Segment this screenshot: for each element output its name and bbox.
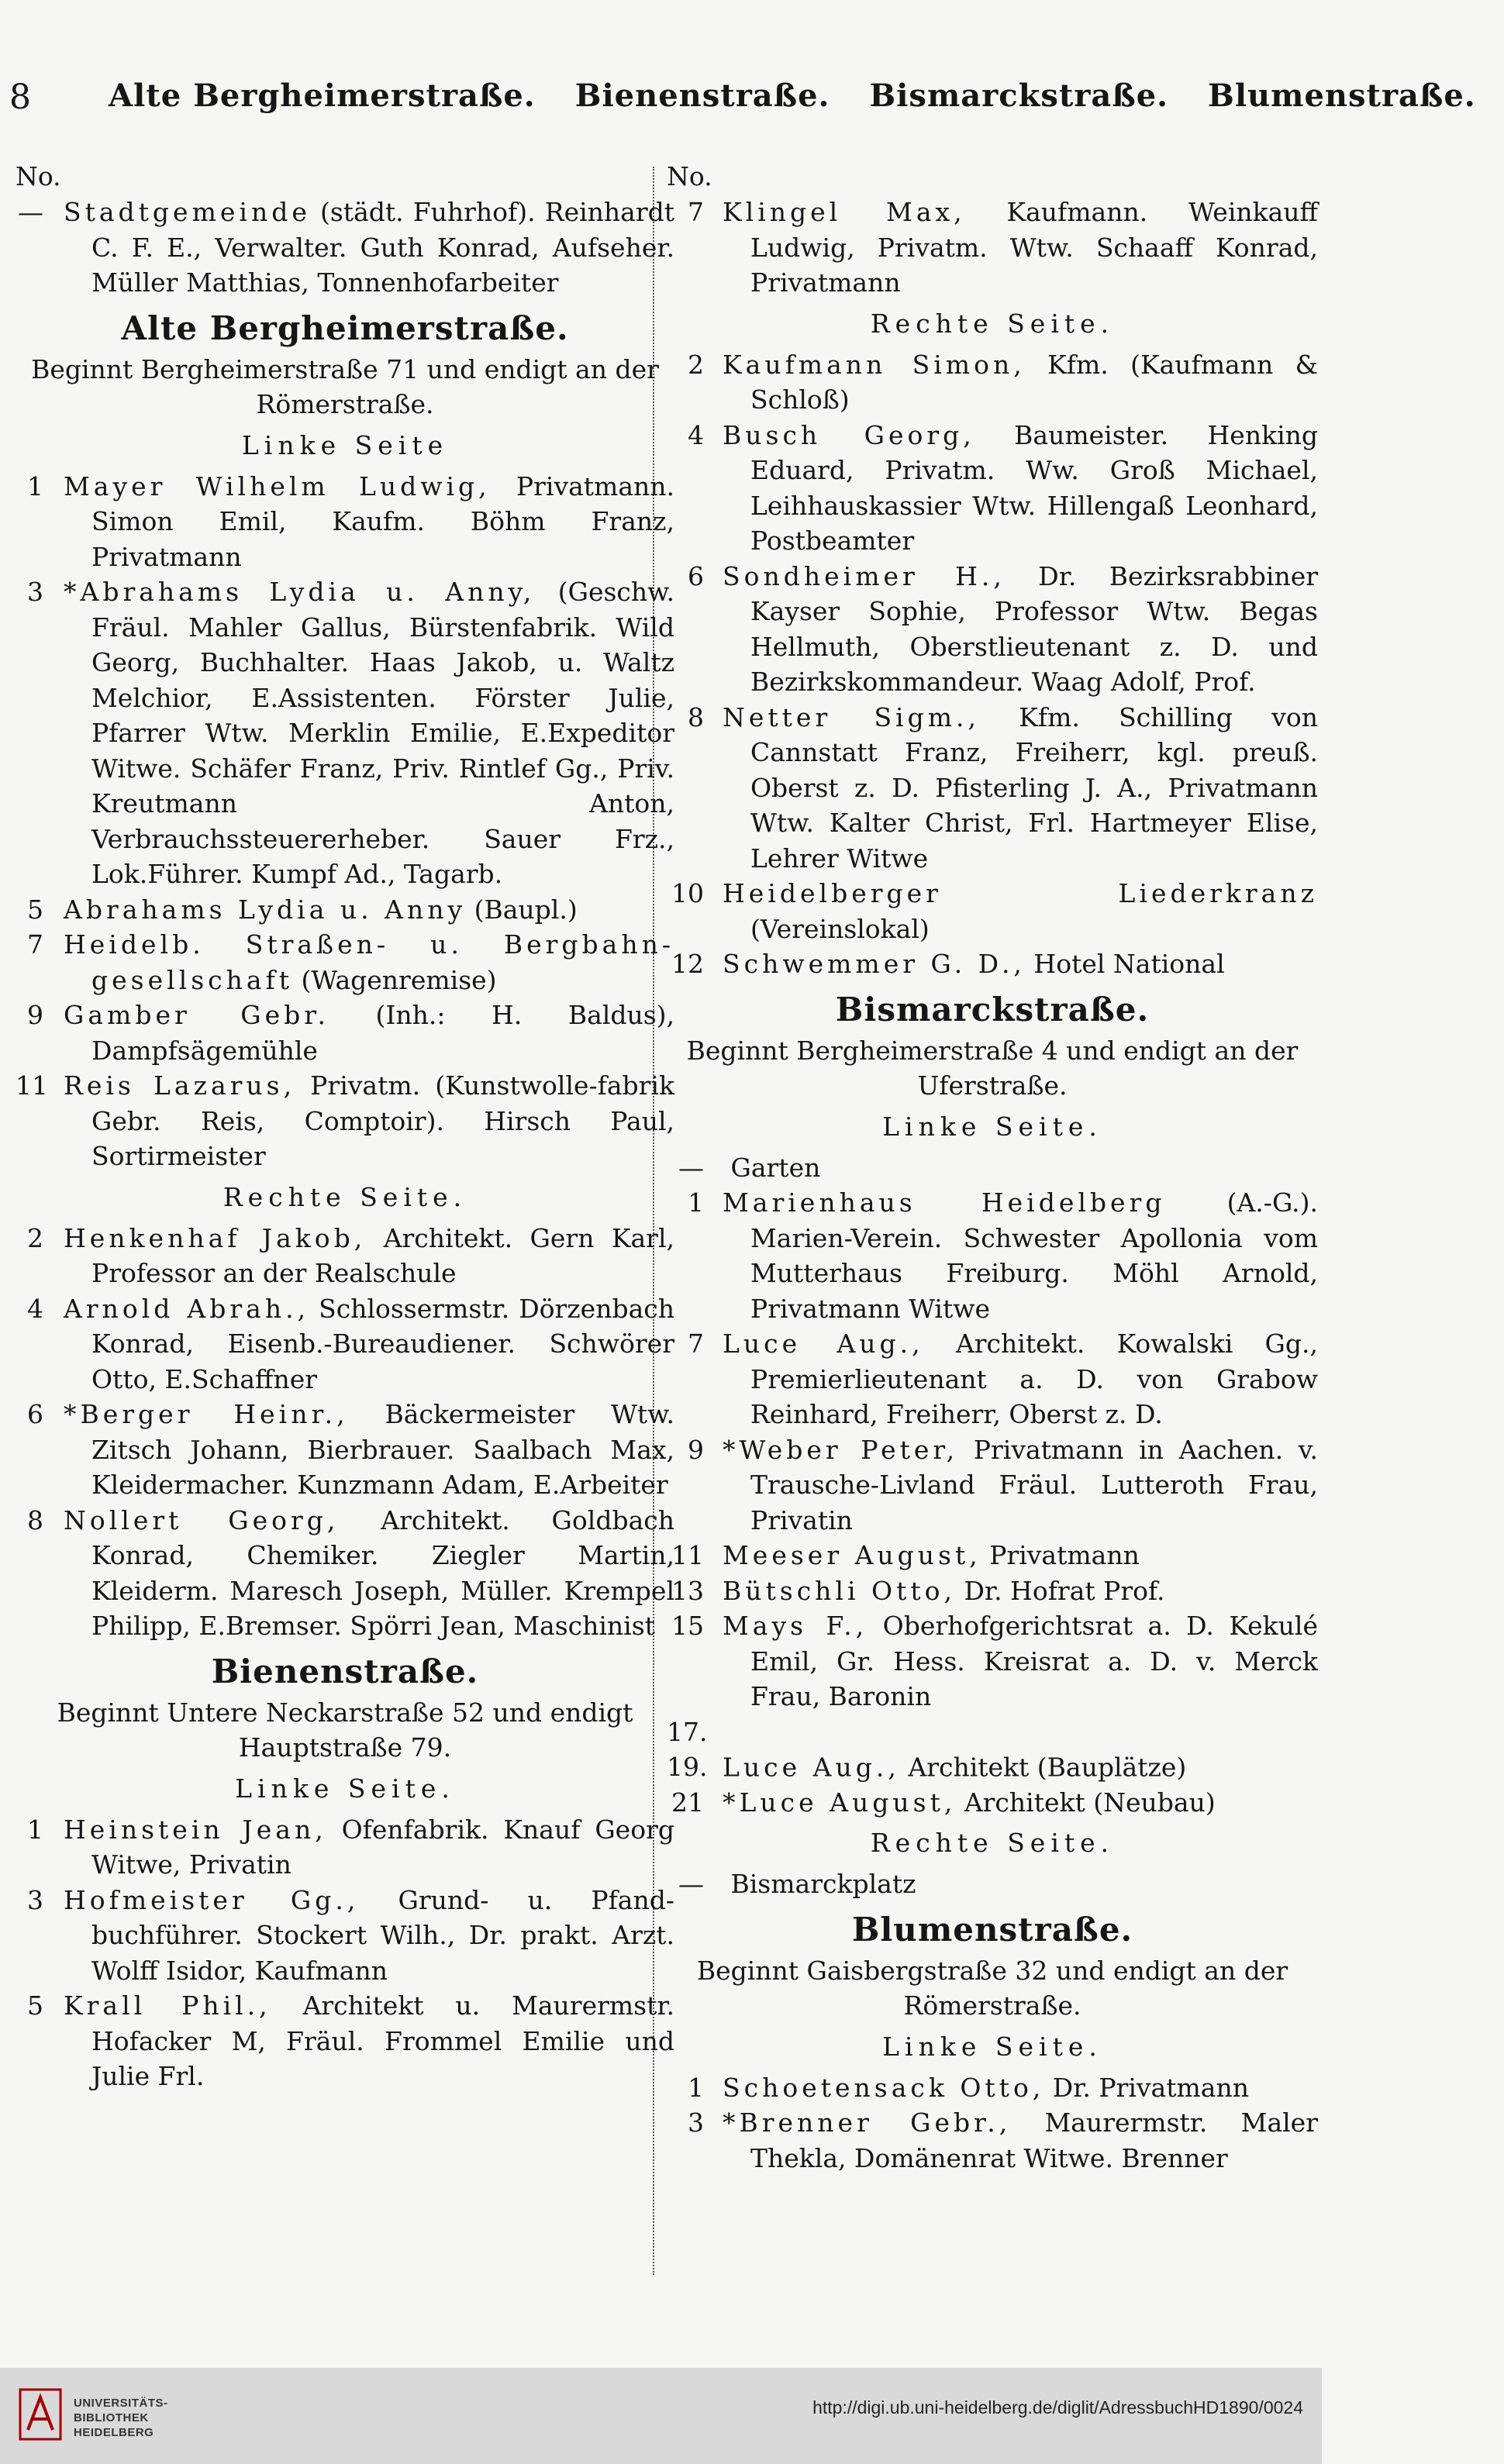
house-number: 21 bbox=[671, 1787, 704, 1818]
library-name: UNIVERSITÄTS- BIBLIOTHEK HEIDELBERG bbox=[74, 2397, 168, 2439]
directory-entry bbox=[667, 2070, 1318, 2106]
entry-name: Schoetensack Otto, bbox=[723, 2072, 1045, 2103]
entry-list bbox=[16, 1221, 674, 1644]
house-number: 2 bbox=[688, 349, 704, 380]
directory-entry bbox=[667, 1608, 1318, 1714]
entry-text: Kfm. Schilling von Cannstatt Franz, Freiherr, kgl. preuß. Oberst z. D. Pfisterling J. A., Privatmann Wtw. Kalter Christ, Frl. Hartmeyer Elise, Lehrer Witwe bbox=[750, 701, 1318, 874]
entry-name: Gamber Gebr. bbox=[64, 1000, 329, 1030]
entry-text: Dr. Privatmann bbox=[1052, 2072, 1249, 2103]
house-number: 4 bbox=[27, 1293, 43, 1324]
side-label: Linke Seite bbox=[241, 429, 449, 460]
directory-entry bbox=[16, 892, 674, 928]
street-heading: Bismarckstraße. bbox=[835, 990, 1150, 1029]
house-number: 3 bbox=[688, 2107, 704, 2138]
entry-text: (Inh.: H. Baldus), Dampfsägemühle bbox=[91, 1000, 674, 1066]
entry-name: *Weber Peter, bbox=[723, 1434, 959, 1465]
entry-text: (Baupl.) bbox=[474, 894, 578, 925]
street-heading: Blumenstraße. bbox=[851, 1910, 1133, 1949]
entry-text: Architekt. Goldbach Konrad, Chemiker. Ziegler Martin, Kleiderm. Maresch Joseph, Müller. Krempel Philipp, E.Bremser. Spörri Jean, Maschinist bbox=[91, 1504, 675, 1641]
house-number: 4 bbox=[688, 419, 704, 450]
entry-name: *Abrahams Lydia u. Anny, bbox=[64, 577, 536, 607]
entry-name: Abrahams Lydia u. Anny bbox=[64, 894, 467, 925]
side-label: Rechte Seite. bbox=[870, 1828, 1115, 1858]
entry-text: Architekt. Kowalski Gg., Premierlieutenant a. D. von Grabow Reinhard, Freiherr, Oberst z. D. bbox=[750, 1328, 1318, 1429]
house-number: 1 bbox=[27, 470, 43, 501]
house-number: 5 bbox=[27, 894, 43, 925]
directory-entry bbox=[16, 574, 674, 892]
directory-entry: — Stadtgemeinde (städt. Fuhrhof). Reinhardt C. F. E., Verwalter. Guth Konrad, Aufseher. Müller Matthias, Tonnenhofarbeiter bbox=[18, 197, 674, 298]
entry-name: Heidelb. Straßen- u. Bergbahn-gesellschaft bbox=[64, 929, 674, 995]
entry-name: Busch Georg, bbox=[723, 419, 975, 450]
entry-text: (Geschw. Fräul. Mahler Gallus, Bürstenfabrik. Wild Georg, Buchhalter. Haas Jakob, u. Waltz Melchior, E.Assistenten. Förster Julie, Pfarrer Wtw. Merklin Emilie, E.Expeditor Witwe. Schäfer Franz, Priv. Rintlef Gg., Priv. Kreutmann Anton, Verbrauchssteuererheber. Sauer Frz., Lok.Führer. Kumpf Ad., Tagarb. bbox=[91, 577, 674, 889]
house-number: 1 bbox=[688, 1187, 704, 1218]
directory-entry bbox=[667, 1150, 1318, 1186]
house-number: 7 bbox=[688, 1328, 704, 1359]
entry-text: Hotel National bbox=[1033, 949, 1225, 979]
entry-name: Krall Phil., bbox=[64, 1990, 271, 2021]
house-number: 1 bbox=[688, 2072, 704, 2103]
entry-name: Meeser August, bbox=[723, 1540, 981, 1570]
entry-text: Architekt. Gern Karl, Professor an der Realschule bbox=[91, 1222, 674, 1288]
directory-entry bbox=[16, 1812, 674, 1883]
entry-text: Architekt u. Maurermstr. Hofacker M, Fräul. Frommel Emilie und Julie Frl. bbox=[91, 1990, 674, 2091]
entry-name: Heinstein Jean, bbox=[64, 1814, 327, 1845]
directory-entry bbox=[16, 1503, 674, 1644]
directory-entry bbox=[667, 559, 1318, 700]
entry-name: Kaufmann Simon, bbox=[723, 349, 1026, 380]
house-number: 8 bbox=[688, 701, 704, 732]
house-number: 10 bbox=[671, 878, 704, 908]
directory-entry: 7 Klingel Max, Kaufmann. Weinkauff Ludwig, Privatm. Wtw. Schaaff Konrad, Privatmann bbox=[688, 197, 1318, 298]
university-library-logo-icon bbox=[17, 2385, 64, 2444]
entry-list bbox=[667, 1866, 1318, 1902]
side-label: Rechte Seite. bbox=[870, 308, 1115, 339]
directory-entry bbox=[16, 1291, 674, 1397]
right-column bbox=[667, 159, 1318, 2176]
directory-entry bbox=[667, 1866, 1318, 1902]
house-number: 11 bbox=[671, 1540, 704, 1570]
side-label: Linke Seite. bbox=[882, 1111, 1102, 1142]
entry-name: *Brenner Gebr., bbox=[723, 2107, 1012, 2138]
entry-name: Luce Aug., bbox=[723, 1328, 924, 1359]
entry-name: Mayer Wilhelm Ludwig, bbox=[64, 470, 491, 501]
directory-entry bbox=[16, 998, 674, 1068]
entry-name: *Luce August, bbox=[723, 1787, 957, 1818]
no-label: No. bbox=[667, 161, 712, 191]
entry-name: Bütschli Otto, bbox=[723, 1575, 956, 1606]
house-number: 2 bbox=[27, 1222, 43, 1253]
directory-entry bbox=[667, 1185, 1318, 1326]
house-number: 9 bbox=[27, 1000, 43, 1030]
entry-text: Architekt (Neubau) bbox=[964, 1787, 1216, 1818]
entry-text: Oberhofgerichtsrat a. D. Kekulé Emil, Gr. Hess. Kreisrat a. D. v. Merck Frau, Baronin bbox=[750, 1611, 1318, 1711]
directory-entry bbox=[667, 1538, 1318, 1573]
entry-text: Ofenfabrik. Knauf Georg Witwe, Privatin bbox=[91, 1814, 674, 1880]
house-number: 6 bbox=[27, 1399, 43, 1429]
entry-text: Bismarckplatz bbox=[730, 1869, 916, 1899]
street-intro: Beginnt Gaisbergstraße 32 und endigt an der Römerstraße. bbox=[696, 1955, 1288, 2021]
directory-entry bbox=[667, 876, 1318, 946]
directory-entry bbox=[667, 1573, 1318, 1609]
side-label: Linke Seite. bbox=[882, 2031, 1102, 2062]
house-number: 3 bbox=[27, 1884, 43, 1915]
directory-entry bbox=[16, 469, 674, 575]
house-number: 8 bbox=[27, 1504, 43, 1535]
directory-entry bbox=[16, 1397, 674, 1503]
entry-name: Hofmeister Gg., bbox=[64, 1884, 360, 1915]
entry-text: Privatmann. Simon Emil, Kaufm. Böhm Franz, Privatmann bbox=[91, 470, 674, 572]
entry-text: Kfm. (Kaufmann & Schloß) bbox=[750, 349, 1318, 415]
entry-text: Privatmann bbox=[989, 1540, 1140, 1570]
directory-entry bbox=[667, 418, 1318, 559]
directory-entry bbox=[667, 700, 1318, 877]
entry-text: Baumeister. Henking Eduard, Privatm. Ww. Groß Michael, Leihhauskassier Wtw. Hillengaß Leonhard, Postbeamter bbox=[750, 419, 1318, 556]
directory-entry bbox=[667, 347, 1318, 418]
street-intro: Beginnt Untere Neckarstraße 52 und endigt Hauptstraße 79. bbox=[57, 1697, 633, 1763]
entry-text: Dr. Bezirksrabbiner Kayser Sophie, Professor Wtw. Begas Hellmuth, Oberstlieutenant z. D. und Bezirkskommandeur. Waag Adolf, Prof. bbox=[750, 560, 1318, 697]
house-number: 7 bbox=[27, 929, 43, 960]
house-number: 15 bbox=[671, 1611, 704, 1641]
street-intro: Beginnt Bergheimerstraße 71 und endigt an der Römerstraße. bbox=[31, 353, 659, 419]
directory-entry bbox=[667, 1714, 1318, 1785]
street-heading: Bienenstraße. bbox=[211, 1652, 479, 1690]
entry-name: Sondheimer H., bbox=[723, 560, 1006, 591]
entry-name: Schwemmer G. D., bbox=[723, 949, 1026, 979]
house-number: 1 bbox=[27, 1814, 43, 1845]
house-number: 9 bbox=[688, 1434, 704, 1465]
street-heading: Alte Bergheimerstraße. bbox=[121, 308, 569, 347]
house-number: 5 bbox=[27, 1990, 43, 2021]
running-title: Alte Bergheimerstraße. bbox=[109, 78, 536, 114]
entry-name: *Berger Heinr., bbox=[64, 1399, 349, 1429]
entry-text: Dr. Hofrat Prof. bbox=[964, 1575, 1165, 1606]
entry-name: Nollert Georg, bbox=[64, 1504, 340, 1535]
entry-text: Schlossermstr. Dörzenbach Konrad, Eisenb.-Bureaudiener. Schwörer Otto, E.Schaffner bbox=[91, 1293, 674, 1394]
page-number: 8 bbox=[9, 78, 31, 117]
source-url-link[interactable]: http://digi.ub.uni-heidelberg.de/diglit/AdressbuchHD1890/0024 bbox=[812, 2397, 1303, 2417]
entry-text: (A.-G.). Marien-Verein. Schwester Apollonia vom Mutterhaus Freiburg. Möhl Arnold, Privatmann Witwe bbox=[750, 1187, 1318, 1324]
street-intro: Beginnt Bergheimerstraße 4 und endigt an der Uferstraße. bbox=[686, 1035, 1299, 1101]
entry-text: (Vereinslokal) bbox=[750, 913, 930, 944]
left-column bbox=[16, 159, 674, 2094]
entry-name: Reis Lazarus, bbox=[64, 1070, 296, 1101]
running-title: Bienenstraße. bbox=[574, 78, 830, 114]
house-number: 13 bbox=[671, 1575, 704, 1606]
entry-text: Maurermstr. Maler Thekla, Domänenrat Witwe. Brenner bbox=[750, 2107, 1318, 2173]
house-number: — bbox=[678, 1869, 704, 1899]
entry-list bbox=[16, 1812, 674, 2094]
entry-name: Arnold Abrah., bbox=[64, 1293, 310, 1324]
entry-name: Henkenhaf Jakob, bbox=[64, 1222, 367, 1253]
directory-entry bbox=[16, 927, 674, 998]
directory-entry bbox=[667, 1432, 1318, 1539]
directory-entry bbox=[16, 1221, 674, 1291]
entry-text: Bäckermeister Wtw. Zitsch Johann, Bierbrauer. Saalbach Max, Kleidermacher. Kunzmann Adam, E.Arbeiter bbox=[91, 1399, 675, 1500]
page-header bbox=[0, 71, 1476, 118]
entry-text: Garten bbox=[730, 1152, 821, 1183]
house-number: — bbox=[678, 1152, 704, 1183]
entry-text: Grund- u. Pfand-buchführer. Stockert Wilh., Dr. prakt. Arzt. Wolff Isidor, Kaufmann bbox=[91, 1884, 674, 1986]
directory-entry bbox=[667, 1785, 1318, 1821]
entry-text: (Wagenremise) bbox=[301, 964, 497, 995]
entry-name: Marienhaus Heidelberg bbox=[723, 1187, 1166, 1218]
running-titles bbox=[109, 78, 1504, 114]
entry-list bbox=[667, 2070, 1318, 2176]
entry-name: Netter Sigm., bbox=[723, 701, 980, 732]
running-title: Bismarckstraße. bbox=[869, 78, 1169, 114]
entry-list bbox=[667, 1150, 1318, 1821]
house-number: 6 bbox=[688, 560, 704, 591]
directory-entry bbox=[16, 1068, 674, 1174]
entry-text: Architekt (Bauplätze) bbox=[908, 1752, 1187, 1782]
entry-text: Privatm. (Kunstwolle-fabrik Gebr. Reis, Comptoir). Hirsch Paul, Sortirmeister bbox=[91, 1070, 674, 1171]
entry-name: Heidelberger Liederkranz bbox=[723, 878, 1318, 908]
entry-list bbox=[16, 469, 674, 1174]
viewer-footer bbox=[0, 2368, 1322, 2464]
house-number: 3 bbox=[27, 577, 43, 607]
running-title: Blumenstraße. bbox=[1208, 78, 1476, 114]
directory-entry bbox=[667, 946, 1318, 982]
side-label: Linke Seite. bbox=[235, 1773, 455, 1804]
entry-text: Privatmann in Aachen. v. Trausche-Livland Fräul. Lutteroth Frau, Privatin bbox=[750, 1434, 1319, 1535]
directory-entry bbox=[16, 1988, 674, 2094]
entry-list bbox=[667, 347, 1318, 982]
no-label: No. bbox=[16, 161, 61, 191]
directory-entry bbox=[667, 2105, 1318, 2176]
directory-entry bbox=[16, 1883, 674, 1989]
directory-entry bbox=[667, 1326, 1318, 1432]
house-number: 12 bbox=[671, 949, 704, 979]
entry-name: Mays F., bbox=[723, 1611, 868, 1641]
house-number: 17. 19. bbox=[667, 1716, 708, 1782]
side-label: Rechte Seite. bbox=[222, 1181, 467, 1212]
house-number: 11 bbox=[16, 1070, 48, 1101]
entry-name: Luce Aug., bbox=[723, 1752, 900, 1782]
